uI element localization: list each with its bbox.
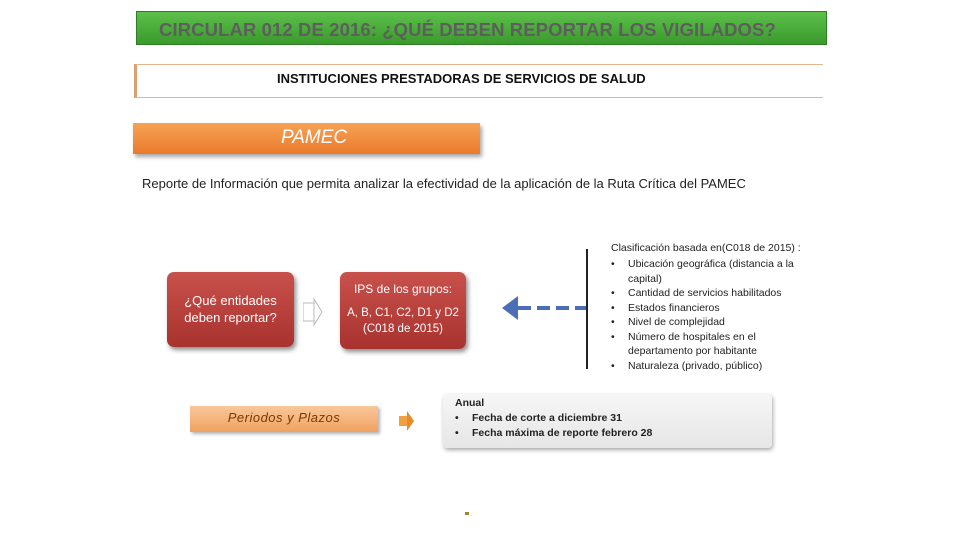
arrow-right-icon [399, 410, 415, 432]
list-item: • Fecha máxima de reporte febrero 28 [455, 427, 653, 439]
list-item: • Nivel de complejidad [611, 316, 725, 328]
classification-bracket [586, 249, 588, 369]
periods-box [190, 406, 378, 432]
report-description: Reporte de Información que permita analizar la efectividad de la aplicación de la Ruta Crítica del PAMEC [142, 176, 746, 191]
anual-box [443, 394, 772, 448]
list-item: • Naturaleza (privado, público) [611, 359, 763, 372]
list-item: • Estados financieros [611, 301, 720, 314]
anual-list [455, 411, 652, 441]
pamec-label: PAMEC [281, 127, 348, 148]
chevron-right-icon [303, 297, 323, 327]
periods-label: Periodos y Plazos [227, 410, 341, 425]
list-item: • Número de hospitales en el departamento por habitante [611, 330, 758, 357]
ips-detail: A, B, C1, C2, D1 y D2 (C018 de 2015) [347, 307, 459, 335]
list-item: • Cantidad de servicios habilitados [611, 287, 782, 299]
pamec-banner [133, 123, 480, 154]
list-item: • Fecha de corte a diciembre 31 [455, 412, 622, 424]
question-box [167, 272, 294, 347]
title-banner [136, 11, 827, 45]
list-item: • Ubicación geográfica (distancia a la capital) [611, 258, 794, 285]
question-text: ¿Qué entidades deben reportar? [184, 293, 277, 325]
ips-title: IPS de los grupos: [353, 282, 453, 296]
classification-list [611, 257, 811, 373]
page-title: CIRCULAR 012 DE 2016: ¿QUÉ DEBEN REPORTAR LOS VIGILADOS? [159, 19, 776, 40]
dashed-arrow-left-icon [502, 293, 592, 323]
ips-box [340, 272, 466, 349]
anual-title: Anual [455, 397, 485, 409]
decorative-mark [465, 512, 469, 515]
section-title: INSTITUCIONES PRESTADORAS DE SERVICIOS DE SALUD [277, 71, 646, 86]
classification-title: Clasificación basada en(C018 de 2015) : [611, 242, 801, 254]
